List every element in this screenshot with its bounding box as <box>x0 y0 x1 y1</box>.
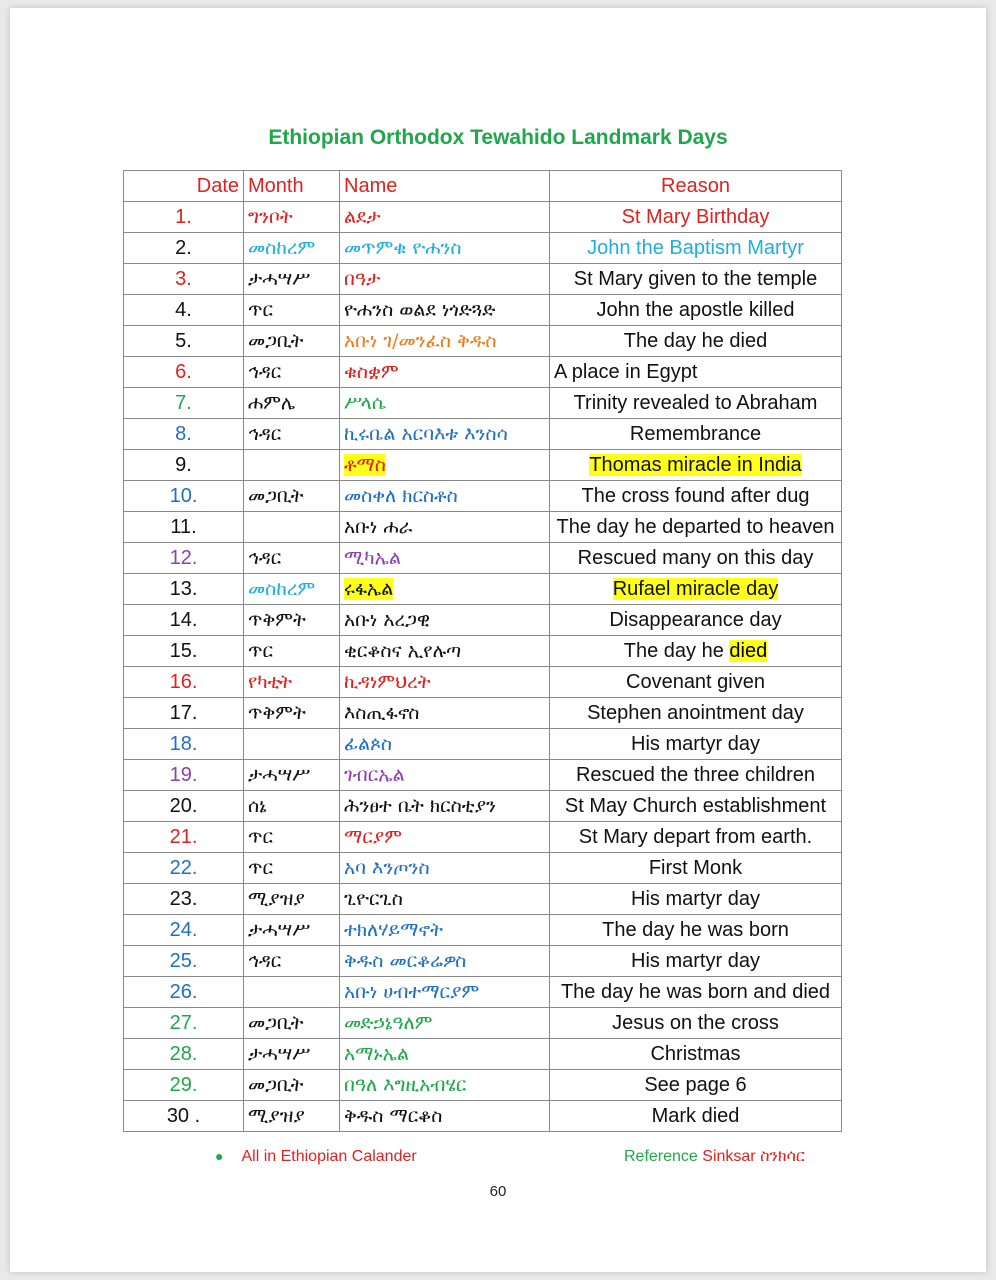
month-cell <box>244 264 340 295</box>
name-cell <box>340 481 550 512</box>
table-row <box>124 419 842 450</box>
reason-cell <box>550 915 842 946</box>
reason-cell <box>550 419 842 450</box>
month-cell-text: ታሓሣሥ <box>248 1043 311 1065</box>
date-cell-text: 27. <box>169 1011 198 1034</box>
date-cell-text: 10. <box>169 484 198 507</box>
reason-cell <box>550 481 842 512</box>
reason-cell-text: Thomas miracle in India <box>589 453 802 476</box>
date-cell-text: 6. <box>175 360 192 383</box>
name-cell-text: ሚካኤል <box>344 547 402 569</box>
table-header-row <box>124 171 842 202</box>
table-row <box>124 543 842 574</box>
date-cell <box>124 636 244 667</box>
month-cell-text: መጋቢት <box>248 1074 304 1096</box>
date-cell-text: 5. <box>175 329 192 352</box>
month-cell <box>244 791 340 822</box>
name-cell-text: ቶማስ <box>344 454 386 476</box>
month-cell-text: መጋቢት <box>248 330 304 352</box>
month-cell <box>244 636 340 667</box>
month-cell-text: ግንቦት <box>248 206 293 228</box>
column-header-date: Date <box>124 171 244 202</box>
name-cell <box>340 884 550 915</box>
month-cell-text: ታሓሣሥ <box>248 919 311 941</box>
reason-cell-text: Covenant given <box>626 670 765 693</box>
date-cell <box>124 450 244 481</box>
date-cell <box>124 760 244 791</box>
month-cell-text: ጥቅምት <box>248 609 306 631</box>
name-cell <box>340 1039 550 1070</box>
table-row <box>124 481 842 512</box>
month-cell <box>244 512 340 543</box>
calendar-note: All in Ethiopian Calander <box>241 1148 417 1165</box>
reason-cell <box>550 264 842 295</box>
reason-cell <box>550 1008 842 1039</box>
table-row <box>124 202 842 233</box>
date-cell <box>124 1101 244 1132</box>
reason-cell-text: The cross found after dug <box>581 484 810 507</box>
name-cell-text: አቡነ ሀብተማርያም <box>344 981 480 1003</box>
reason-cell-text: St Mary depart from earth. <box>578 825 813 848</box>
month-cell-text: የካቲት <box>248 671 293 693</box>
reason-cell-text: Jesus on the cross <box>612 1011 779 1034</box>
date-cell <box>124 1070 244 1101</box>
name-cell-text: ቅዱስ ማርቆስ <box>344 1105 443 1127</box>
document-page <box>10 8 986 1272</box>
column-header-month: Month <box>244 171 340 202</box>
month-cell <box>244 853 340 884</box>
name-cell <box>340 574 550 605</box>
table-row <box>124 512 842 543</box>
name-cell-text: ተክለሃይማኖት <box>344 919 444 941</box>
month-cell <box>244 605 340 636</box>
month-cell <box>244 233 340 264</box>
table-row <box>124 388 842 419</box>
reason-cell-text: See page 6 <box>644 1073 747 1096</box>
name-cell-text: በዓለ እግዚአብሄር <box>344 1074 467 1096</box>
reason-cell <box>550 667 842 698</box>
month-cell-text: መጋቢት <box>248 1012 304 1034</box>
table-row <box>124 1070 842 1101</box>
date-cell-text: 29. <box>169 1073 198 1096</box>
name-cell-text: ገብርኤል <box>344 764 405 786</box>
month-cell-text: ታሓሣሥ <box>248 268 311 290</box>
name-cell <box>340 326 550 357</box>
page-number: 60 <box>489 1183 507 1200</box>
table-row <box>124 264 842 295</box>
name-cell-text: ኪዳነምህረት <box>344 671 431 693</box>
date-cell-text: 7. <box>175 391 192 414</box>
name-cell-text: ሩፋኤል <box>344 578 394 600</box>
month-cell <box>244 760 340 791</box>
name-cell <box>340 1070 550 1101</box>
date-cell <box>124 574 244 605</box>
name-cell <box>340 915 550 946</box>
month-cell <box>244 667 340 698</box>
date-cell <box>124 543 244 574</box>
reason-cell-text: Rescued many on this day <box>577 546 814 569</box>
reason-cell-text: St Mary Birthday <box>621 205 770 228</box>
reason-cell <box>550 388 842 419</box>
month-cell <box>244 450 340 481</box>
reason-cell <box>550 636 842 667</box>
reason-cell-text: Disappearance day <box>609 608 782 631</box>
date-cell <box>124 946 244 977</box>
reason-cell-text: His martyr day <box>631 887 760 910</box>
date-cell-text: 9. <box>175 453 192 476</box>
month-cell-text: ኅዳር <box>248 423 282 445</box>
name-cell <box>340 1008 550 1039</box>
name-cell <box>340 1101 550 1132</box>
reason-cell-text: Christmas <box>650 1042 741 1065</box>
reason-cell-text: Stephen anointment day <box>587 701 804 724</box>
name-cell <box>340 853 550 884</box>
date-cell <box>124 419 244 450</box>
reason-cell-text: St Mary given to the temple <box>573 267 818 290</box>
name-cell-text: እስጢፋኖስ <box>344 702 420 724</box>
date-cell-text: 26. <box>169 980 198 1003</box>
table-row <box>124 1039 842 1070</box>
date-cell <box>124 915 244 946</box>
date-cell <box>124 512 244 543</box>
reason-cell <box>550 822 842 853</box>
date-cell <box>124 202 244 233</box>
table-row <box>124 853 842 884</box>
date-cell-text: 1. <box>175 205 192 228</box>
reason-cell-text: Mark died <box>651 1104 740 1127</box>
month-cell <box>244 1101 340 1132</box>
name-cell <box>340 264 550 295</box>
date-cell-text: 18. <box>169 732 198 755</box>
reason-cell <box>550 543 842 574</box>
date-cell-text: 17. <box>169 701 198 724</box>
name-cell <box>340 636 550 667</box>
name-cell-text: አቡነ ሐራ <box>344 516 413 538</box>
date-cell <box>124 605 244 636</box>
column-header-reason: Reason <box>550 171 842 202</box>
reason-cell-text: Remembrance <box>629 422 762 445</box>
name-cell <box>340 946 550 977</box>
date-cell <box>124 791 244 822</box>
date-cell-text: 3. <box>175 267 192 290</box>
date-cell <box>124 884 244 915</box>
name-cell-text: በዓታ <box>344 268 381 290</box>
reason-cell-text: First Monk <box>648 856 743 879</box>
date-cell <box>124 233 244 264</box>
name-cell <box>340 295 550 326</box>
date-cell <box>124 388 244 419</box>
month-cell <box>244 326 340 357</box>
name-cell-text: አቡነ ገ/መንፈስ ቅዱስ <box>344 330 497 352</box>
table-row <box>124 1101 842 1132</box>
month-cell-text: ታሓሣሥ <box>248 764 311 786</box>
table-body <box>124 202 842 1132</box>
month-cell <box>244 1008 340 1039</box>
month-cell-text: ጥር <box>248 640 273 662</box>
month-cell-text: ጥር <box>248 299 273 321</box>
name-cell-text: አቡነ አረጋዊ <box>344 609 430 631</box>
table-row <box>124 1008 842 1039</box>
table-row <box>124 667 842 698</box>
date-cell-text: 23. <box>169 887 198 910</box>
table-row <box>124 574 842 605</box>
reason-cell <box>550 512 842 543</box>
reason-cell <box>550 202 842 233</box>
name-cell <box>340 760 550 791</box>
name-cell-text: ጊዮርጊስ <box>344 888 403 910</box>
reason-cell-text: His martyr day <box>631 949 760 972</box>
name-cell <box>340 698 550 729</box>
reason-cell-text: John the apostle killed <box>596 298 795 321</box>
date-cell-text: 13. <box>169 577 198 600</box>
month-cell-text: ሐምሌ <box>248 392 296 414</box>
page-title: Ethiopian Orthodox Tewahido Landmark Days <box>268 126 728 149</box>
table-row <box>124 977 842 1008</box>
name-cell <box>340 419 550 450</box>
date-cell <box>124 1039 244 1070</box>
date-cell <box>124 977 244 1008</box>
date-cell-text: 28. <box>169 1042 198 1065</box>
date-cell-text: 12. <box>169 546 198 569</box>
month-cell <box>244 388 340 419</box>
reason-cell-text: The day he died <box>623 329 768 352</box>
month-cell <box>244 698 340 729</box>
reason-cell-text: A place in Egypt <box>554 360 698 383</box>
month-cell-text: ሰኔ <box>248 795 267 817</box>
reason-cell <box>550 295 842 326</box>
date-cell <box>124 357 244 388</box>
date-cell <box>124 853 244 884</box>
name-cell-text: አባ እንጦንስ <box>344 857 430 879</box>
month-cell-text: ኅዳር <box>248 547 282 569</box>
table-row <box>124 822 842 853</box>
reason-cell <box>550 1070 842 1101</box>
table-row <box>124 233 842 264</box>
footnote-reference <box>624 1148 805 1166</box>
name-cell-text: ኪሩቤል አርባእቱ እንስሳ <box>344 423 508 445</box>
name-cell <box>340 450 550 481</box>
landmark-days-table <box>123 170 842 1132</box>
month-cell-text: ሚያዝያ <box>248 1105 305 1127</box>
table-row <box>124 946 842 977</box>
month-cell <box>244 202 340 233</box>
reason-cell <box>550 729 842 760</box>
month-cell-text: ጥቅምት <box>248 702 306 724</box>
column-header-name: Name <box>340 171 550 202</box>
reason-cell <box>550 450 842 481</box>
month-cell <box>244 946 340 977</box>
month-cell <box>244 729 340 760</box>
reason-cell <box>550 791 842 822</box>
date-cell-text: 30 . <box>166 1104 201 1127</box>
month-cell <box>244 481 340 512</box>
date-cell-text: 22. <box>169 856 198 879</box>
reason-cell <box>550 574 842 605</box>
reason-cell-text: Rescued the three children <box>575 763 816 786</box>
table-row <box>124 884 842 915</box>
month-cell <box>244 574 340 605</box>
table-row <box>124 760 842 791</box>
name-cell-text: አማኑኤል <box>344 1043 410 1065</box>
date-cell <box>124 698 244 729</box>
reference-value: Sinksar ስንክሳር <box>702 1148 805 1165</box>
month-cell-text: መስከረም <box>248 578 316 600</box>
name-cell-text: መስቀለ ክርስቶስ <box>344 485 458 507</box>
date-cell-text: 19. <box>169 763 198 786</box>
date-cell <box>124 822 244 853</box>
reference-label: Reference <box>624 1148 698 1165</box>
month-cell-text: ኅዳር <box>248 361 282 383</box>
footnote-left <box>215 1148 417 1166</box>
name-cell-text: መድኃኔዓለም <box>344 1012 433 1034</box>
month-cell-text: ጥር <box>248 857 273 879</box>
reason-cell <box>550 1039 842 1070</box>
date-cell-text: 14. <box>169 608 198 631</box>
reason-cell <box>550 977 842 1008</box>
name-cell <box>340 977 550 1008</box>
table-row <box>124 295 842 326</box>
reason-cell-text: The day he was born and died <box>560 980 831 1003</box>
month-cell-text: ኅዳር <box>248 950 282 972</box>
date-cell-text: 8. <box>175 422 192 445</box>
table-row <box>124 326 842 357</box>
date-cell <box>124 729 244 760</box>
name-cell <box>340 791 550 822</box>
reason-cell-text: The day he departed to heaven <box>556 515 835 538</box>
name-cell <box>340 822 550 853</box>
name-cell-text: ዮሐንስ ወልደ ነጎድጓድ <box>344 299 496 321</box>
reason-cell-text: The day he was born <box>602 918 789 941</box>
reason-cell <box>550 1101 842 1132</box>
date-cell-text: 16. <box>169 670 198 693</box>
reason-cell-text: His martyr day <box>631 732 760 755</box>
date-cell <box>124 326 244 357</box>
month-cell <box>244 1070 340 1101</box>
reason-cell-text: John the Baptism Martyr <box>587 236 804 259</box>
table-row <box>124 636 842 667</box>
date-cell-text: 11. <box>170 515 197 538</box>
month-cell <box>244 977 340 1008</box>
name-cell-text: ሥላሴ <box>344 392 386 414</box>
reason-cell <box>550 605 842 636</box>
name-cell-text: ቁስቋም <box>344 361 399 383</box>
month-cell <box>244 357 340 388</box>
reason-cell <box>550 760 842 791</box>
month-cell-text: መስከረም <box>248 237 316 259</box>
month-cell <box>244 884 340 915</box>
reason-cell-text: Trinity revealed to Abraham <box>573 391 818 414</box>
name-cell <box>340 543 550 574</box>
date-cell-text: 2. <box>175 236 192 259</box>
name-cell-text: ሕንፀተ ቤት ክርስቲያን <box>344 795 496 817</box>
reason-cell <box>550 853 842 884</box>
name-cell <box>340 233 550 264</box>
name-cell-text: ማርያም <box>344 826 403 848</box>
name-cell <box>340 729 550 760</box>
reason-cell <box>550 326 842 357</box>
name-cell <box>340 512 550 543</box>
date-cell-text: 15. <box>169 639 198 662</box>
reason-cell <box>550 884 842 915</box>
reason-cell-text: Rufael miracle day <box>612 577 779 600</box>
name-cell <box>340 357 550 388</box>
date-cell-text: 21. <box>169 825 198 848</box>
name-cell-text: ፊልጶስ <box>344 733 393 755</box>
table-row <box>124 698 842 729</box>
table-row <box>124 915 842 946</box>
name-cell <box>340 388 550 419</box>
reason-cell <box>550 698 842 729</box>
name-cell <box>340 667 550 698</box>
name-cell-text: መጥምቁ ዮሐንስ <box>344 237 462 259</box>
month-cell <box>244 1039 340 1070</box>
month-cell-text: ጥር <box>248 826 273 848</box>
month-cell <box>244 419 340 450</box>
reason-cell-text: St May Church establishment <box>564 794 827 817</box>
month-cell <box>244 543 340 574</box>
month-cell <box>244 295 340 326</box>
name-cell-text: ቂርቆስና ኢየሉጣ <box>344 640 462 662</box>
bullet-icon: ● <box>215 1148 224 1164</box>
month-cell <box>244 822 340 853</box>
month-cell-text: መጋቢት <box>248 485 304 507</box>
name-cell <box>340 605 550 636</box>
reason-cell <box>550 946 842 977</box>
date-cell <box>124 481 244 512</box>
table-row <box>124 605 842 636</box>
name-cell <box>340 202 550 233</box>
reason-cell-text: The day he <box>623 639 730 662</box>
date-cell <box>124 295 244 326</box>
date-cell-text: 25. <box>169 949 198 972</box>
date-cell <box>124 264 244 295</box>
table-row <box>124 791 842 822</box>
date-cell-text: 20. <box>169 794 198 817</box>
table-row <box>124 729 842 760</box>
month-cell-text: ሚያዝያ <box>248 888 305 910</box>
reason-cell-highlight-text: died <box>729 639 768 662</box>
table-row <box>124 357 842 388</box>
date-cell-text: 24. <box>169 918 198 941</box>
date-cell-text: 4. <box>175 298 192 321</box>
month-cell <box>244 915 340 946</box>
table-row <box>124 450 842 481</box>
date-cell <box>124 667 244 698</box>
reason-cell <box>550 233 842 264</box>
date-cell <box>124 1008 244 1039</box>
name-cell-text: ልደታ <box>344 206 381 228</box>
name-cell-text: ቅዱስ መርቆሬዎስ <box>344 950 467 972</box>
reason-cell <box>550 357 842 388</box>
